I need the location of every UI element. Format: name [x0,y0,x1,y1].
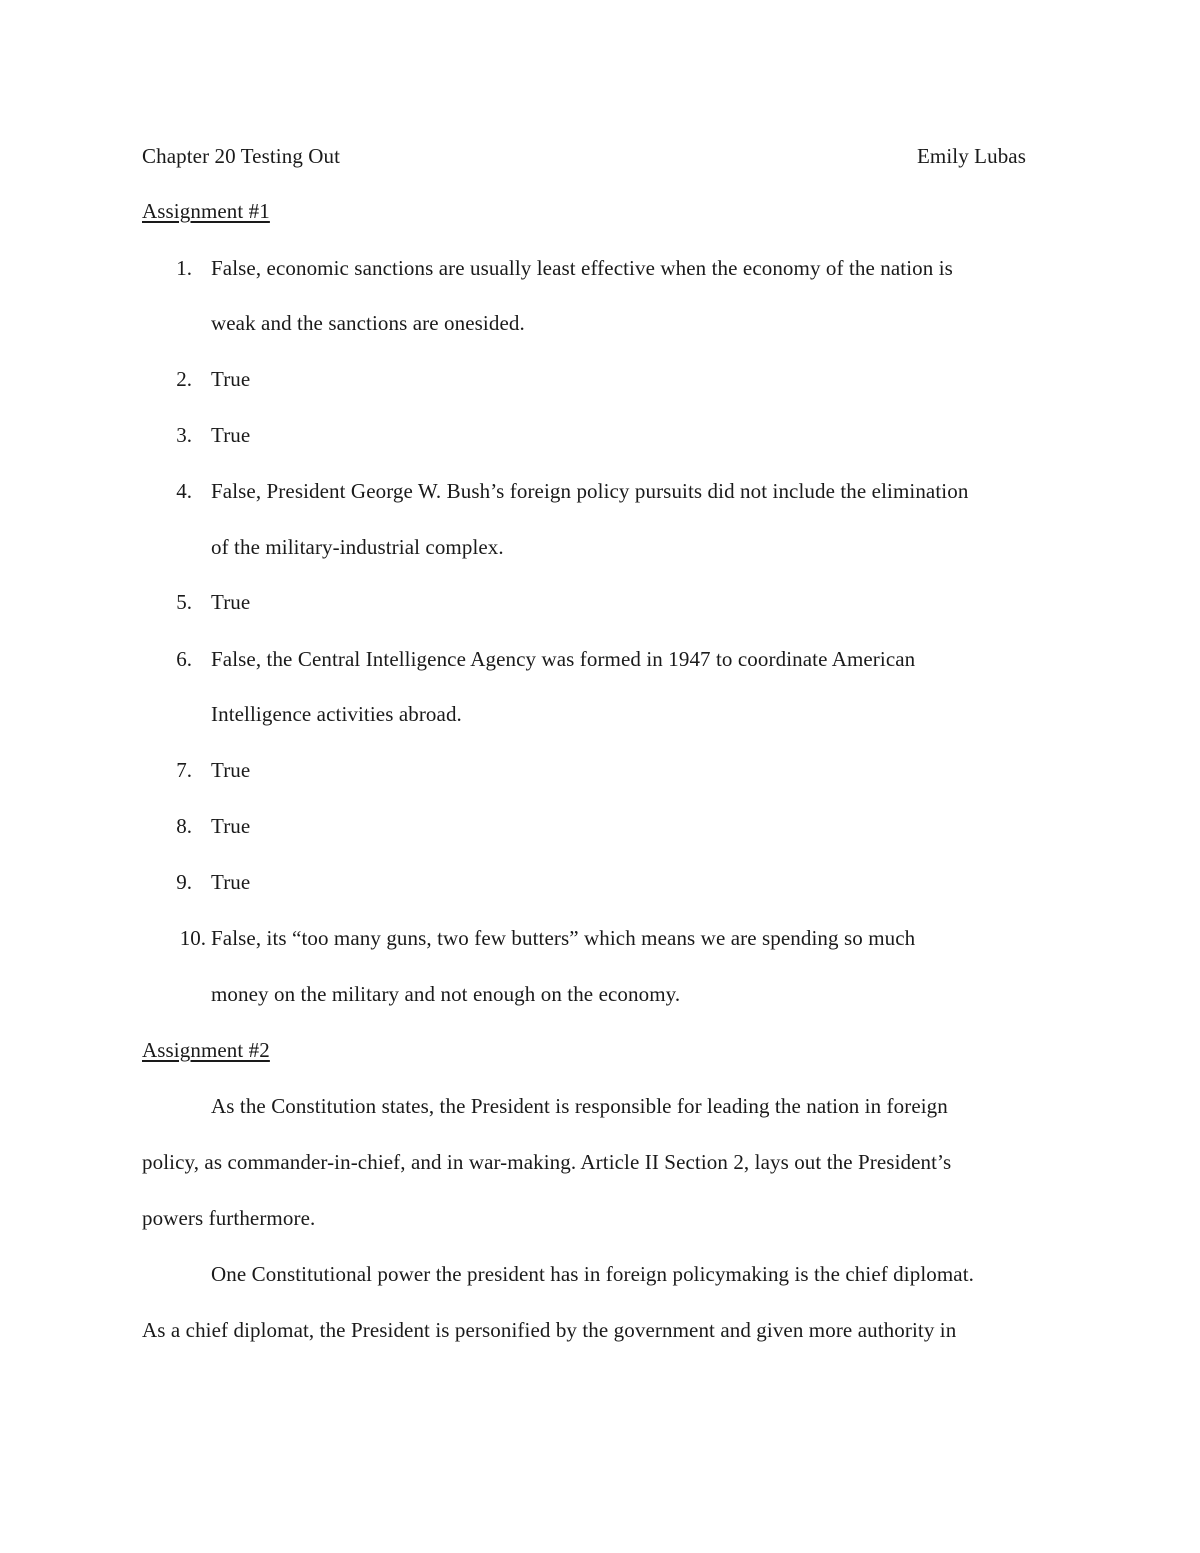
assignment-2-heading: Assignment #2 [142,1038,270,1062]
list-item-text: True [211,814,251,838]
list-item-number: 9. [176,870,192,894]
list-item-number: 3. [176,423,192,447]
paragraph-line: One Constitutional power the president has in foreign policymaking is the chief diplomat. [211,1262,974,1286]
list-item-text: False, economic sanctions are usually least effective when the economy of the nation is [211,256,953,280]
list-item-text: False, President George W. Bush’s foreign policy pursuits did not include the elimination [211,479,969,503]
list-item-number: 6. [176,647,192,671]
document-title: Chapter 20 Testing Out [142,144,341,168]
list-item-number: 8. [176,814,192,838]
list-item-text: False, the Central Intelligence Agency was formed in 1947 to coordinate American [211,647,916,671]
list-item-number: 2. [176,367,192,391]
paragraph-line: As the Constitution states, the President is responsible for leading the nation in foreign [211,1094,948,1118]
list-item-text: of the military-industrial complex. [211,535,504,559]
list-item-number: 10. [179,926,206,950]
list-item-text: False, its “too many guns, two few butters” which means we are spending so much [211,926,916,950]
list-item-number: 1. [176,256,192,280]
assignment-1-heading: Assignment #1 [142,199,270,223]
list-item-text: True [211,758,251,782]
list-item-text: True [211,367,251,391]
list-item-text: True [211,423,251,447]
list-item-number: 5. [176,590,192,614]
paragraph-line: As a chief diplomat, the President is personified by the government and given more authority in [142,1318,957,1342]
list-item-number: 4. [176,479,192,503]
list-item-text: money on the military and not enough on the economy. [211,982,681,1006]
paragraph-line: powers furthermore. [142,1206,316,1230]
list-item-text: weak and the sanctions are onesided. [211,311,525,335]
list-item-text: True [211,590,251,614]
list-item-text: True [211,870,251,894]
author-name: Emily Lubas [917,144,1027,168]
list-item-number: 7. [176,758,192,782]
paragraph-line: policy, as commander-in-chief, and in war-making. Article II Section 2, lays out the President’s [142,1150,952,1174]
list-item-text: Intelligence activities abroad. [211,702,462,726]
